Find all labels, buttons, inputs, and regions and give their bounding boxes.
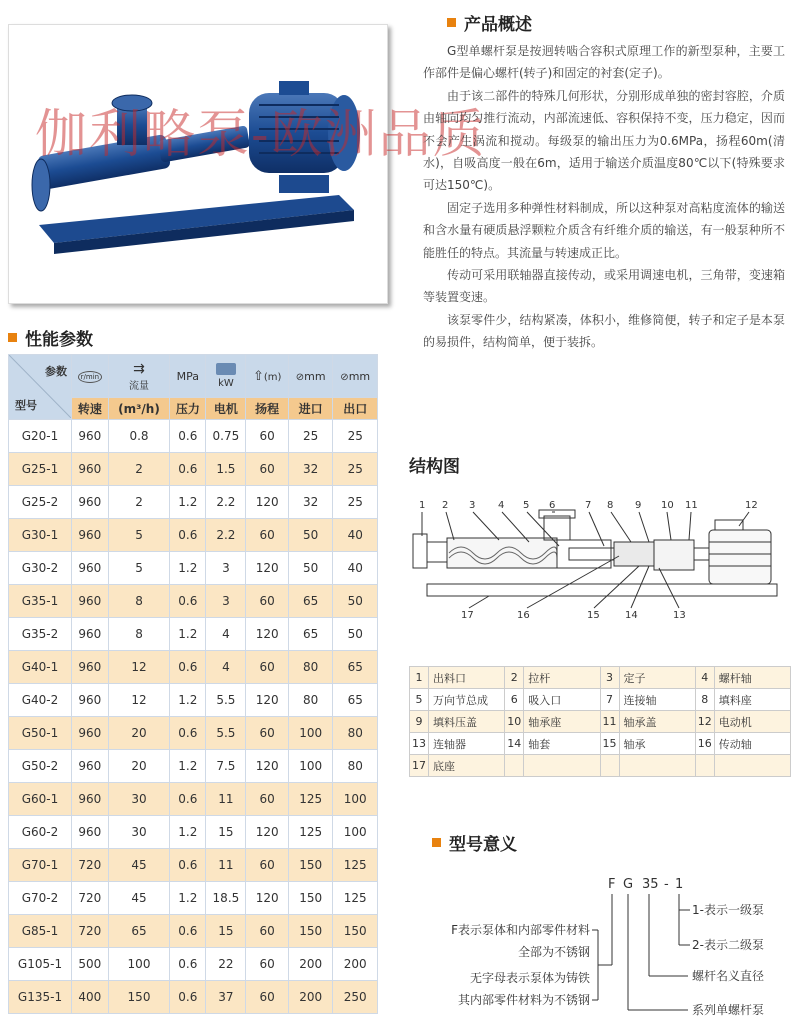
value-cell: 120 — [246, 750, 289, 783]
value-cell: 100 — [108, 948, 170, 981]
value-cell: 60 — [246, 717, 289, 750]
value-cell: 125 — [288, 816, 333, 849]
model-cell: G25-2 — [9, 486, 72, 519]
overview-paragraph: 由于该二部件的特殊几何形状，分别形成单独的密封容腔，介质由轴向均匀推行流动，内部流速低、容积保持不变，压力稳定，因而不会产生涡流和搅动。每级泵的输出压力为0.6MPa，扬程60m(清水)，自吸高度一般在6m，适用于输送介质温度80℃以下(特殊要求可达150℃)。 — [423, 88, 785, 193]
model-cell: G105-1 — [9, 948, 72, 981]
part-name: 底座 — [429, 755, 505, 777]
callout-label: 7 — [585, 500, 592, 511]
part-number: 8 — [695, 689, 714, 711]
value-cell: 960 — [72, 618, 109, 651]
value-cell: 60 — [246, 783, 289, 816]
header-icon-pressure — [170, 355, 206, 398]
part-name: 连接轴 — [619, 689, 695, 711]
part-name: 轴承 — [619, 733, 695, 755]
value-cell: 20 — [108, 717, 170, 750]
model-cell: G35-1 — [9, 585, 72, 618]
code-stage: 1 — [675, 877, 684, 892]
value-cell: 150 — [333, 915, 378, 948]
part-number: 17 — [410, 755, 429, 777]
overview-paragraph: 传动可采用联轴器直接传动，或采用调速电机，三角带，变速箱等装置变速。 — [423, 268, 785, 305]
value-cell: 960 — [72, 783, 109, 816]
value-cell: 960 — [72, 651, 109, 684]
part-number: 2 — [505, 667, 524, 689]
value-cell: 65 — [333, 651, 378, 684]
table-row — [9, 783, 378, 816]
value-cell: 60 — [246, 420, 289, 453]
value-cell: 5 — [108, 519, 170, 552]
value-cell: 960 — [72, 717, 109, 750]
value-cell: 0.6 — [170, 519, 206, 552]
table-row — [9, 420, 378, 453]
header-flow: (m³/h) — [108, 398, 170, 420]
section-marker-icon — [8, 333, 17, 342]
value-cell: 0.6 — [170, 948, 206, 981]
callout-label: 6 — [549, 500, 556, 511]
motor-icon-label: kW — [218, 378, 234, 389]
part-number — [600, 755, 619, 777]
part-name — [524, 755, 600, 777]
part-name — [619, 755, 695, 777]
value-cell: 250 — [333, 981, 378, 1014]
value-cell: 1.2 — [170, 552, 206, 585]
value-cell: 60 — [246, 519, 289, 552]
value-cell: 25 — [288, 420, 333, 453]
overview-title — [447, 10, 532, 35]
value-cell: 0.6 — [170, 915, 206, 948]
table-row — [9, 948, 378, 981]
value-cell: 40 — [333, 519, 378, 552]
part-name: 传动轴 — [714, 733, 790, 755]
model-cell: G30-2 — [9, 552, 72, 585]
motor-icon — [216, 363, 236, 375]
value-cell: 120 — [246, 816, 289, 849]
table-row — [9, 915, 378, 948]
value-cell: 960 — [72, 585, 109, 618]
value-cell: 1.2 — [170, 882, 206, 915]
callout-label: 12 — [745, 500, 758, 511]
watermark-text: 伽利略泵-欧洲品质 — [35, 105, 487, 165]
value-cell: 30 — [108, 816, 170, 849]
value-cell: 30 — [108, 783, 170, 816]
value-cell: 960 — [72, 519, 109, 552]
parts-row — [410, 755, 791, 777]
callout-label: 11 — [685, 500, 698, 511]
part-number: 14 — [505, 733, 524, 755]
inlet-icon-label: mm — [304, 369, 326, 383]
value-cell: 50 — [288, 519, 333, 552]
table-row — [9, 453, 378, 486]
head-arrow-icon: ⇧ — [252, 368, 264, 384]
value-cell: 65 — [288, 618, 333, 651]
table-row — [9, 552, 378, 585]
part-number: 12 — [695, 711, 714, 733]
value-cell: 65 — [288, 585, 333, 618]
model-left-line: 无字母表示泵体为铸铁 — [469, 971, 590, 985]
overview-paragraph: G型单螺杆泵是按迥转啮合容积式原理工作的新型泵种，主要工作部件是偏心螺杆(转子)和固定的衬套(定子)。 — [423, 44, 785, 81]
section-marker-icon — [447, 18, 456, 27]
value-cell: 80 — [333, 750, 378, 783]
value-cell: 0.6 — [170, 453, 206, 486]
head-icon-label: (m) — [263, 371, 282, 383]
value-cell: 80 — [288, 651, 333, 684]
header-outlet: 出口 — [333, 398, 378, 420]
value-cell: 100 — [288, 717, 333, 750]
value-cell: 500 — [72, 948, 109, 981]
value-cell: 125 — [333, 882, 378, 915]
header-head: 扬程 — [246, 398, 289, 420]
value-cell: 1.2 — [170, 750, 206, 783]
corner-label-model: 型号 — [15, 399, 37, 412]
part-name: 定子 — [619, 667, 695, 689]
part-number: 1 — [410, 667, 429, 689]
model-meaning-title-text: 型号意义 — [449, 835, 517, 855]
model-cell: G135-1 — [9, 981, 72, 1014]
table-corner-cell — [9, 355, 72, 420]
model-cell: G50-2 — [9, 750, 72, 783]
part-name: 填料压盖 — [429, 711, 505, 733]
part-name: 电动机 — [714, 711, 790, 733]
model-right-line: 2-表示二级泵 — [692, 938, 764, 952]
callout-label: 8 — [607, 500, 614, 511]
value-cell: 720 — [72, 915, 109, 948]
value-cell: 1.2 — [170, 816, 206, 849]
callout-label: 17 — [461, 610, 474, 621]
table-row — [9, 684, 378, 717]
header-icon-outlet — [333, 355, 378, 398]
value-cell: 60 — [246, 948, 289, 981]
part-name: 万向节总成 — [429, 689, 505, 711]
section-marker-icon — [432, 838, 441, 847]
part-name: 拉杆 — [524, 667, 600, 689]
value-cell: 120 — [246, 882, 289, 915]
value-cell: 960 — [72, 684, 109, 717]
value-cell: 2.2 — [206, 486, 246, 519]
parts-table — [409, 666, 791, 777]
value-cell: 100 — [333, 783, 378, 816]
callout-label: 1 — [419, 500, 426, 511]
model-cell: G60-1 — [9, 783, 72, 816]
value-cell: 40 — [333, 552, 378, 585]
value-cell: 12 — [108, 651, 170, 684]
corner-label-param: 参数 — [45, 365, 67, 378]
part-number: 11 — [600, 711, 619, 733]
pressure-icon: MPa — [176, 369, 200, 383]
value-cell: 7.5 — [206, 750, 246, 783]
model-meaning-diagram — [420, 870, 791, 1020]
value-cell: 2 — [108, 453, 170, 486]
value-cell: 4 — [206, 618, 246, 651]
header-icon-motor — [206, 355, 246, 398]
value-cell: 25 — [333, 486, 378, 519]
value-cell: 80 — [288, 684, 333, 717]
value-cell: 120 — [246, 618, 289, 651]
value-cell: 0.6 — [170, 420, 206, 453]
value-cell: 22 — [206, 948, 246, 981]
part-number: 16 — [695, 733, 714, 755]
header-pressure: 压力 — [170, 398, 206, 420]
value-cell: 2 — [108, 486, 170, 519]
structure-diagram — [409, 496, 784, 626]
part-name: 轴承座 — [524, 711, 600, 733]
callout-label: 15 — [587, 610, 600, 621]
part-name — [714, 755, 790, 777]
parts-row — [410, 689, 791, 711]
value-cell: 5.5 — [206, 684, 246, 717]
code-dash: - — [664, 877, 669, 892]
value-cell: 2.2 — [206, 519, 246, 552]
overview-paragraph: 固定子选用多种弹性材料制成，所以这种泵对高粘度流体的输送和含水量有硬质悬浮颗粒介质含有纤维介质的输送，有一般泵种所不能胜任的特点。其流量与转速成正比。 — [423, 200, 785, 260]
header-icon-flow — [108, 355, 170, 398]
value-cell: 150 — [108, 981, 170, 1014]
model-meaning-title — [432, 830, 517, 855]
speed-icon: r/min — [78, 371, 102, 383]
callout-label: 9 — [635, 500, 642, 511]
model-cell: G60-2 — [9, 816, 72, 849]
value-cell: 80 — [333, 717, 378, 750]
value-cell: 100 — [288, 750, 333, 783]
parts-row — [410, 733, 791, 755]
value-cell: 18.5 — [206, 882, 246, 915]
value-cell: 25 — [333, 420, 378, 453]
value-cell: 960 — [72, 750, 109, 783]
callout-label: 13 — [673, 610, 686, 621]
part-name: 出料口 — [429, 667, 505, 689]
model-cell: G70-1 — [9, 849, 72, 882]
value-cell: 960 — [72, 420, 109, 453]
table-row — [9, 651, 378, 684]
value-cell: 150 — [288, 915, 333, 948]
model-cell: G40-2 — [9, 684, 72, 717]
model-cell: G50-1 — [9, 717, 72, 750]
part-name: 连轴器 — [429, 733, 505, 755]
value-cell: 32 — [288, 453, 333, 486]
overview-description — [423, 40, 785, 354]
value-cell: 4 — [206, 651, 246, 684]
value-cell: 15 — [206, 816, 246, 849]
value-cell: 1.5 — [206, 453, 246, 486]
value-cell: 125 — [333, 849, 378, 882]
callout-label: 10 — [661, 500, 674, 511]
table-row — [9, 849, 378, 882]
model-cell: G70-2 — [9, 882, 72, 915]
overview-title-text: 产品概述 — [464, 15, 532, 35]
part-number — [505, 755, 524, 777]
performance-table-body — [9, 420, 378, 1014]
outlet-icon-label: mm — [348, 369, 371, 383]
value-cell: 50 — [288, 552, 333, 585]
header-motor: 电机 — [206, 398, 246, 420]
value-cell: 20 — [108, 750, 170, 783]
value-cell: 0.6 — [170, 717, 206, 750]
value-cell: 120 — [246, 684, 289, 717]
value-cell: 200 — [288, 948, 333, 981]
value-cell: 60 — [246, 651, 289, 684]
value-cell: 0.6 — [170, 849, 206, 882]
performance-title-text: 性能参数 — [25, 330, 93, 350]
table-row — [9, 816, 378, 849]
value-cell: 1.2 — [170, 684, 206, 717]
performance-title — [8, 325, 93, 350]
part-number: 5 — [410, 689, 429, 711]
value-cell: 0.6 — [170, 651, 206, 684]
value-cell: 5 — [108, 552, 170, 585]
value-cell: 65 — [108, 915, 170, 948]
model-right-line: 系列单螺杆泵 — [692, 1003, 765, 1017]
value-cell: 3 — [206, 585, 246, 618]
callout-label: 14 — [625, 610, 638, 621]
table-row — [9, 585, 378, 618]
header-icon-inlet — [288, 355, 333, 398]
value-cell: 0.8 — [108, 420, 170, 453]
part-number: 6 — [505, 689, 524, 711]
code-series-letter-g: G — [623, 877, 634, 892]
overview-paragraph: 该泵零件少，结构紧凑，体积小，维修简便，转子和定子是本泵的易损件，结构简单，便于装拆。 — [423, 312, 785, 350]
header-icon-speed — [72, 355, 109, 398]
table-row — [9, 486, 378, 519]
model-cell: G40-1 — [9, 651, 72, 684]
value-cell: 0.6 — [170, 981, 206, 1014]
part-number — [695, 755, 714, 777]
callout-label: 5 — [523, 500, 530, 511]
model-left-line: F表示泵体和内部零件材料 — [451, 923, 590, 937]
value-cell: 11 — [206, 849, 246, 882]
part-number: 15 — [600, 733, 619, 755]
value-cell: 12 — [108, 684, 170, 717]
table-row — [9, 750, 378, 783]
part-name: 吸入口 — [524, 689, 600, 711]
value-cell: 150 — [288, 849, 333, 882]
model-cell: G25-1 — [9, 453, 72, 486]
structure-title — [409, 452, 460, 477]
part-name: 螺杆轴 — [714, 667, 790, 689]
value-cell: 60 — [246, 981, 289, 1014]
value-cell: 720 — [72, 849, 109, 882]
diameter-icon: ⊘ — [340, 371, 349, 383]
value-cell: 15 — [206, 915, 246, 948]
value-cell: 37 — [206, 981, 246, 1014]
model-right-line: 螺杆名义直径 — [692, 969, 765, 983]
callout-label: 16 — [517, 610, 530, 621]
value-cell: 120 — [246, 486, 289, 519]
value-cell: 150 — [288, 882, 333, 915]
model-right-line: 1-表示一级泵 — [692, 903, 764, 917]
value-cell: 60 — [246, 915, 289, 948]
value-cell: 125 — [288, 783, 333, 816]
callout-label: 4 — [498, 500, 505, 511]
header-inlet: 进口 — [288, 398, 333, 420]
value-cell: 0.6 — [170, 585, 206, 618]
value-cell: 120 — [246, 552, 289, 585]
code-size: 35 — [642, 877, 659, 892]
value-cell: 200 — [288, 981, 333, 1014]
header-speed: 转速 — [72, 398, 109, 420]
header-icon-head — [246, 355, 289, 398]
part-number: 7 — [600, 689, 619, 711]
part-name: 轴承盖 — [619, 711, 695, 733]
part-number: 10 — [505, 711, 524, 733]
value-cell: 45 — [108, 849, 170, 882]
table-row — [9, 981, 378, 1014]
part-number: 4 — [695, 667, 714, 689]
value-cell: 11 — [206, 783, 246, 816]
flow-arrow-icon: ⇉ — [133, 360, 145, 377]
model-left-line: 其内部零件材料为不锈钢 — [457, 993, 590, 1007]
code-series-letter-f: F — [608, 877, 616, 892]
value-cell: 50 — [333, 585, 378, 618]
value-cell: 1.2 — [170, 618, 206, 651]
value-cell: 960 — [72, 552, 109, 585]
value-cell: 60 — [246, 585, 289, 618]
value-cell: 960 — [72, 453, 109, 486]
value-cell: 45 — [108, 882, 170, 915]
value-cell: 60 — [246, 453, 289, 486]
parts-row — [410, 711, 791, 733]
diameter-icon: ⊘ — [295, 371, 305, 383]
table-row — [9, 519, 378, 552]
value-cell: 8 — [108, 585, 170, 618]
model-cell: G35-2 — [9, 618, 72, 651]
table-row — [9, 618, 378, 651]
structure-title-text: 结构图 — [409, 457, 460, 477]
value-cell: 960 — [72, 486, 109, 519]
flow-icon-label: 流量 — [129, 380, 149, 392]
part-number: 3 — [600, 667, 619, 689]
value-cell: 8 — [108, 618, 170, 651]
model-cell: G85-1 — [9, 915, 72, 948]
part-number: 9 — [410, 711, 429, 733]
value-cell: 0.75 — [206, 420, 246, 453]
value-cell: 65 — [333, 684, 378, 717]
performance-table — [8, 354, 378, 1014]
table-row — [9, 882, 378, 915]
value-cell: 720 — [72, 882, 109, 915]
model-cell: G30-1 — [9, 519, 72, 552]
value-cell: 0.6 — [170, 783, 206, 816]
value-cell: 50 — [333, 618, 378, 651]
value-cell: 32 — [288, 486, 333, 519]
value-cell: 960 — [72, 816, 109, 849]
model-left-line: 全部为不锈钢 — [517, 945, 590, 959]
parts-table-body — [410, 667, 791, 777]
table-row — [9, 717, 378, 750]
value-cell: 25 — [333, 453, 378, 486]
value-cell: 200 — [333, 948, 378, 981]
part-name: 轴套 — [524, 733, 600, 755]
parts-row — [410, 667, 791, 689]
callout-label: 3 — [469, 500, 476, 511]
value-cell: 100 — [333, 816, 378, 849]
value-cell: 400 — [72, 981, 109, 1014]
value-cell: 60 — [246, 849, 289, 882]
value-cell: 1.2 — [170, 486, 206, 519]
part-name: 填料座 — [714, 689, 790, 711]
callout-label: 2 — [442, 500, 449, 511]
value-cell: 5.5 — [206, 717, 246, 750]
value-cell: 3 — [206, 552, 246, 585]
model-cell: G20-1 — [9, 420, 72, 453]
part-number: 13 — [410, 733, 429, 755]
